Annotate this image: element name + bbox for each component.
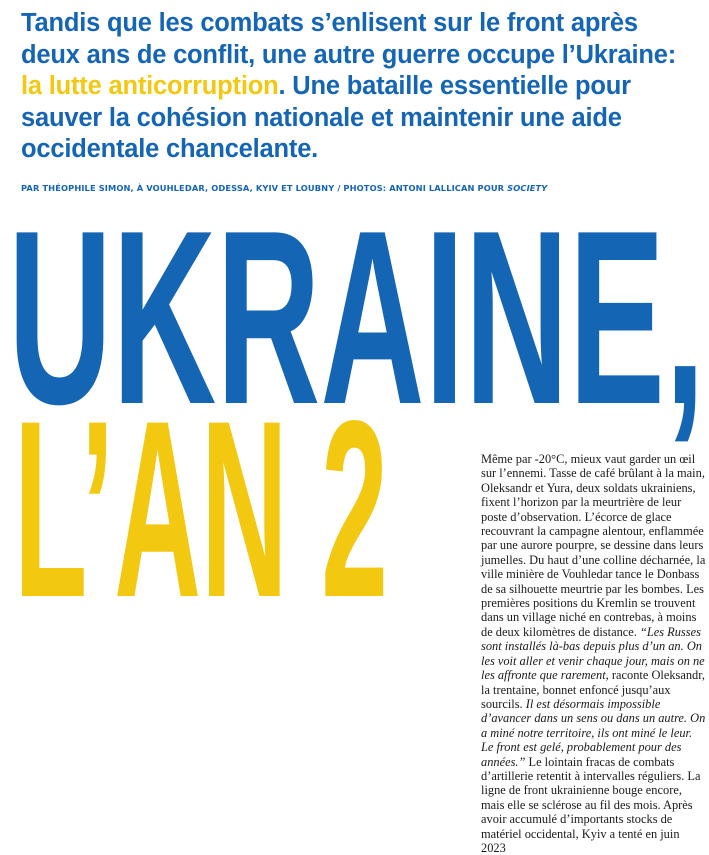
article-text-1: Même par -20°C, mieux vaut garder un œil sur l’ennemi. Tasse de café brûlant à la main, Oleksandr et Yura, deux soldats ukrainiens, fixent l’horizon par la meurtrière de leur poste d’observation. L’écorce de glace recouvrant la campagne alentour, enflammée par une aurore pourpre, se dessine dans leurs jumelles. Du haut d’une colline décharnée, la ville minière de Vouhledar tance le Donbass de sa silhouette meurtrie par les bombes. Les premières positions du Kremlin se trouvent dans un village niché en contrebas, à moins de deux kilomètres de distance. — [481, 452, 706, 639]
intro-paragraph — [21, 8, 701, 166]
byline-text: PAR THÉOPHILE SIMON, À VOUHLEDAR, ODESSA, KYIV ET LOUBNY / PHOTOS: ANTONI LALLICAN POUR — [21, 183, 508, 193]
article-text-3: Le lointain fracas de combats d’artillerie retentit à intervalles réguliers. La ligne de front ukrainienne bouge encore, mais elle se sclérose au fil des mois. Après avoir accumulé d’importants stocks de matériel occidental, Kyiv a tenté en juin 2023 — [481, 754, 701, 855]
intro-highlight: la lutte anticorruption — [21, 72, 279, 100]
article-body — [481, 452, 707, 855]
byline — [21, 183, 701, 193]
byline-publication: SOCIETY — [507, 183, 548, 193]
article-quote-2: Il est désormais impossible d’avancer dans un sens ou dans un autre. On a miné notre territoire, ils ont miné le leur. Le front est gelé, probablement pour des années.” — [481, 696, 706, 769]
headline-line2: L’AN 2 — [14, 369, 388, 650]
article-text-2: raconte Oleksandr, la trentaine, bonnet enfoncé jusqu’aux sourcils. — [481, 668, 705, 711]
headline-line1: UKRAINE, — [8, 178, 705, 456]
intro-text-part1: Tandis que les combats s’enlisent sur le front après deux ans de conflit, une autre guerre occupe l’Ukraine: — [21, 9, 677, 69]
article-paragraph — [481, 452, 707, 855]
article-quote-1: “Les Russes sont installés là-bas depuis plus d’un an. On les voit aller et venir chaque jour, mais on ne les affronte que rarement, — [481, 624, 705, 683]
intro-text-part2: . Une bataille essentielle pour sauver la cohésion nationale et maintenir une aide occidentale chancelante. — [21, 72, 631, 163]
